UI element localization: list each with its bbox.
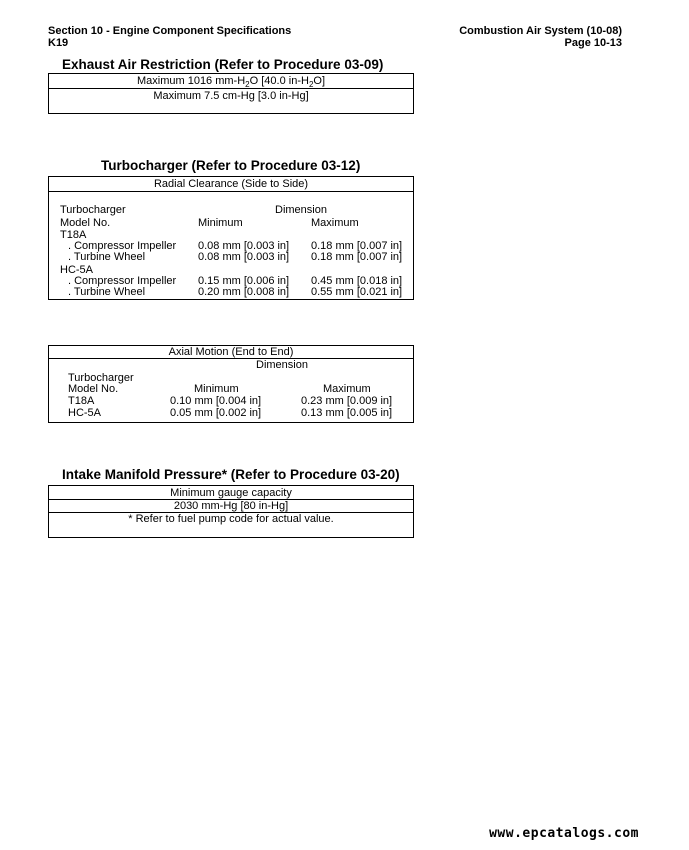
part-label: . Compressor Impeller — [68, 240, 177, 252]
intake-row-1: Minimum gauge capacity — [170, 487, 292, 499]
intake-table — [48, 485, 414, 538]
divider — [49, 88, 413, 89]
axial-caption: Axial Motion (End to End) — [168, 346, 294, 358]
engine-model: K19 — [48, 37, 69, 49]
divider — [49, 191, 413, 192]
model-label: T18A — [68, 395, 95, 407]
col-dimension: Dimension — [275, 204, 327, 216]
intake-row-2: 2030 mm-Hg [80 in-Hg] — [173, 500, 289, 512]
exhaust-row-1: Maximum 1016 $mm-H_2O$ [40.0 $in-H_2O$] — [136, 75, 326, 90]
model-label: T18A — [60, 229, 87, 241]
col-turbocharger: Turbocharger — [60, 204, 126, 216]
part-label: . Turbine Wheel — [68, 251, 146, 263]
max-value: 0.13 mm [0.005 in] — [301, 407, 393, 419]
part-label: . Turbine Wheel — [68, 286, 146, 298]
divider — [49, 358, 413, 359]
col-dimension: Dimension — [256, 359, 308, 371]
min-value: 0.08 mm [0.003 in] — [198, 251, 290, 263]
col-turbocharger: Turbocharger — [68, 372, 134, 384]
max-value: 0.45 mm [0.018 in] — [311, 275, 403, 287]
col-minimum: Minimum — [194, 383, 239, 395]
axial-table — [48, 345, 414, 423]
max-value: 0.18 mm [0.007 in] — [311, 251, 403, 263]
radial-table — [48, 176, 414, 300]
max-value: 0.23 mm [0.009 in] — [301, 395, 393, 407]
col-maximum: Maximum — [311, 217, 359, 229]
exhaust-table — [48, 73, 414, 114]
intake-title: Intake Manifold Pressure* (Refer to Procedure 03-20) — [62, 467, 400, 482]
min-value: 0.10 mm [0.004 in] — [170, 395, 262, 407]
col-model: Model No. — [60, 217, 111, 229]
watermark: www.epcatalogs.com — [489, 826, 639, 841]
col-model: Model No. — [68, 383, 119, 395]
intake-footnote: * Refer to fuel pump code for actual value. — [128, 513, 334, 525]
chapter-title: Combustion Air System (10-08) — [459, 25, 622, 37]
part-label: . Compressor Impeller — [68, 275, 177, 287]
exhaust-title: Exhaust Air Restriction (Refer to Procedure 03-09) — [62, 57, 384, 72]
min-value: 0.20 mm [0.008 in] — [198, 286, 290, 298]
section-title: Section 10 - Engine Component Specifications — [48, 25, 292, 37]
min-value: 0.08 mm [0.003 in] — [198, 240, 290, 252]
max-value: 0.18 mm [0.007 in] — [311, 240, 403, 252]
turbo-title: Turbocharger (Refer to Procedure 03-12) — [101, 158, 361, 173]
min-value: 0.05 mm [0.002 in] — [170, 407, 262, 419]
max-value: 0.55 mm [0.021 in] — [311, 286, 403, 298]
page-number: Page 10-13 — [564, 37, 622, 49]
exhaust-row-2: Maximum 7.5 cm-Hg [3.0 in-Hg] — [153, 90, 309, 102]
col-maximum: Maximum — [323, 383, 371, 395]
min-value: 0.15 mm [0.006 in] — [198, 275, 290, 287]
col-minimum: Minimum — [198, 217, 243, 229]
model-label: HC-5A — [68, 407, 102, 419]
model-label: HC-5A — [60, 264, 94, 276]
radial-caption: Radial Clearance (Side to Side) — [153, 178, 309, 190]
